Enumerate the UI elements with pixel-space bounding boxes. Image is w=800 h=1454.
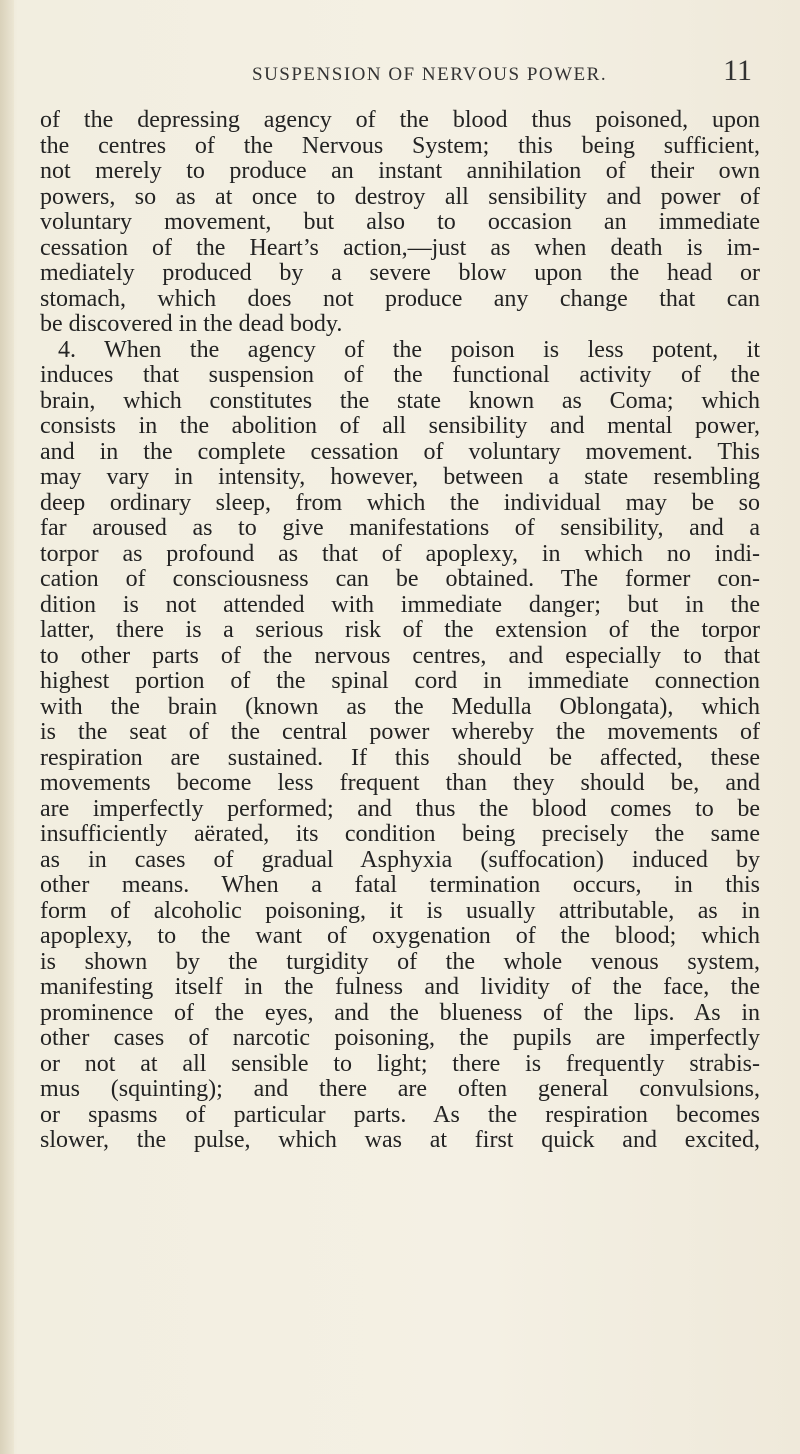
text-line: prominence of the eyes, and the blueness of the lips. As in xyxy=(40,1000,760,1026)
text-line: cation of consciousness can be obtained. The former con- xyxy=(40,567,760,592)
text-line: not merely to produce an instant annihilation of their own xyxy=(40,159,760,184)
text-line: dition is not attended with immediate danger; but in the xyxy=(40,592,760,618)
text-line: consists in the abolition of all sensibility and mental power, xyxy=(40,414,760,439)
text-line: cessation of the Heart’s action,—just as when death is im- xyxy=(40,235,760,261)
text-line: as in cases of gradual Asphyxia (suffocation) induced by xyxy=(40,847,760,873)
paragraph-start-line: 4. When the agency of the poison is less potent, it xyxy=(58,337,760,363)
text-line: other cases of narcotic poisoning, the pupils are imperfectly xyxy=(40,1026,760,1051)
running-head-title: SUSPENSION OF NERVOUS POWER. xyxy=(252,64,608,85)
text-line: to other parts of the nervous centres, and especially to that xyxy=(40,643,760,669)
text-line: mediately produced by a severe blow upon the head or xyxy=(40,261,760,286)
text-line: and in the complete cessation of voluntary movement. This xyxy=(40,439,760,465)
body-text xyxy=(40,108,760,1154)
text-line: of the depressing agency of the blood thus poisoned, upon xyxy=(40,108,760,133)
text-line: insufficiently aërated, its condition being precisely the same xyxy=(40,822,760,847)
text-line: apoplexy, to the want of oxygenation of the blood; which xyxy=(40,924,760,949)
text-line: highest portion of the spinal cord in immediate connection xyxy=(40,669,760,694)
running-head xyxy=(252,54,752,94)
text-line: stomach, which does not produce any change that can xyxy=(40,286,760,312)
page-gutter xyxy=(0,0,14,1454)
text-line: form of alcoholic poisoning, it is usually attributable, as in xyxy=(40,898,760,924)
text-line: may vary in intensity, however, between a state resembling xyxy=(40,465,760,490)
text-line: movements become less frequent than they should be, and xyxy=(40,771,760,796)
text-line: powers, so as at once to destroy all sensibility and power of xyxy=(40,184,760,210)
text-line: or spasms of particular parts. As the respiration becomes xyxy=(40,1102,760,1128)
text-line: are imperfectly performed; and thus the blood comes to be xyxy=(40,796,760,822)
text-line: induces that suspension of the functional activity of the xyxy=(40,363,760,388)
text-line: other means. When a fatal termination occurs, in this xyxy=(40,873,760,898)
text-line: latter, there is a serious risk of the extension of the torpor xyxy=(40,618,760,643)
text-line: is shown by the turgidity of the whole venous system, xyxy=(40,949,760,975)
text-line: brain, which constitutes the state known as Coma; which xyxy=(40,388,760,414)
text-line: slower, the pulse, which was at first quick and excited, xyxy=(40,1128,760,1153)
text-line: or not at all sensible to light; there is frequently strabis- xyxy=(40,1051,760,1077)
text-line: deep ordinary sleep, from which the individual may be so xyxy=(40,490,760,516)
page-number: 11 xyxy=(723,54,752,87)
text-line: is the seat of the central power whereby the movements of xyxy=(40,720,760,745)
text-line: be discovered in the dead body. xyxy=(40,312,343,337)
text-line: the centres of the Nervous System; this being sufficient, xyxy=(40,133,760,159)
text-line: far aroused as to give manifestations of sensibility, and a xyxy=(40,516,760,541)
text-line: mus (squinting); and there are often general convulsions, xyxy=(40,1077,760,1102)
text-line: respiration are sustained. If this should be affected, these xyxy=(40,745,760,771)
text-line: torpor as profound as that of apoplexy, in which no indi- xyxy=(40,541,760,567)
text-line: voluntary movement, but also to occasion an immediate xyxy=(40,210,760,235)
text-line: with the brain (known as the Medulla Oblongata), which xyxy=(40,694,760,720)
text-line: manifesting itself in the fulness and lividity of the face, the xyxy=(40,975,760,1000)
